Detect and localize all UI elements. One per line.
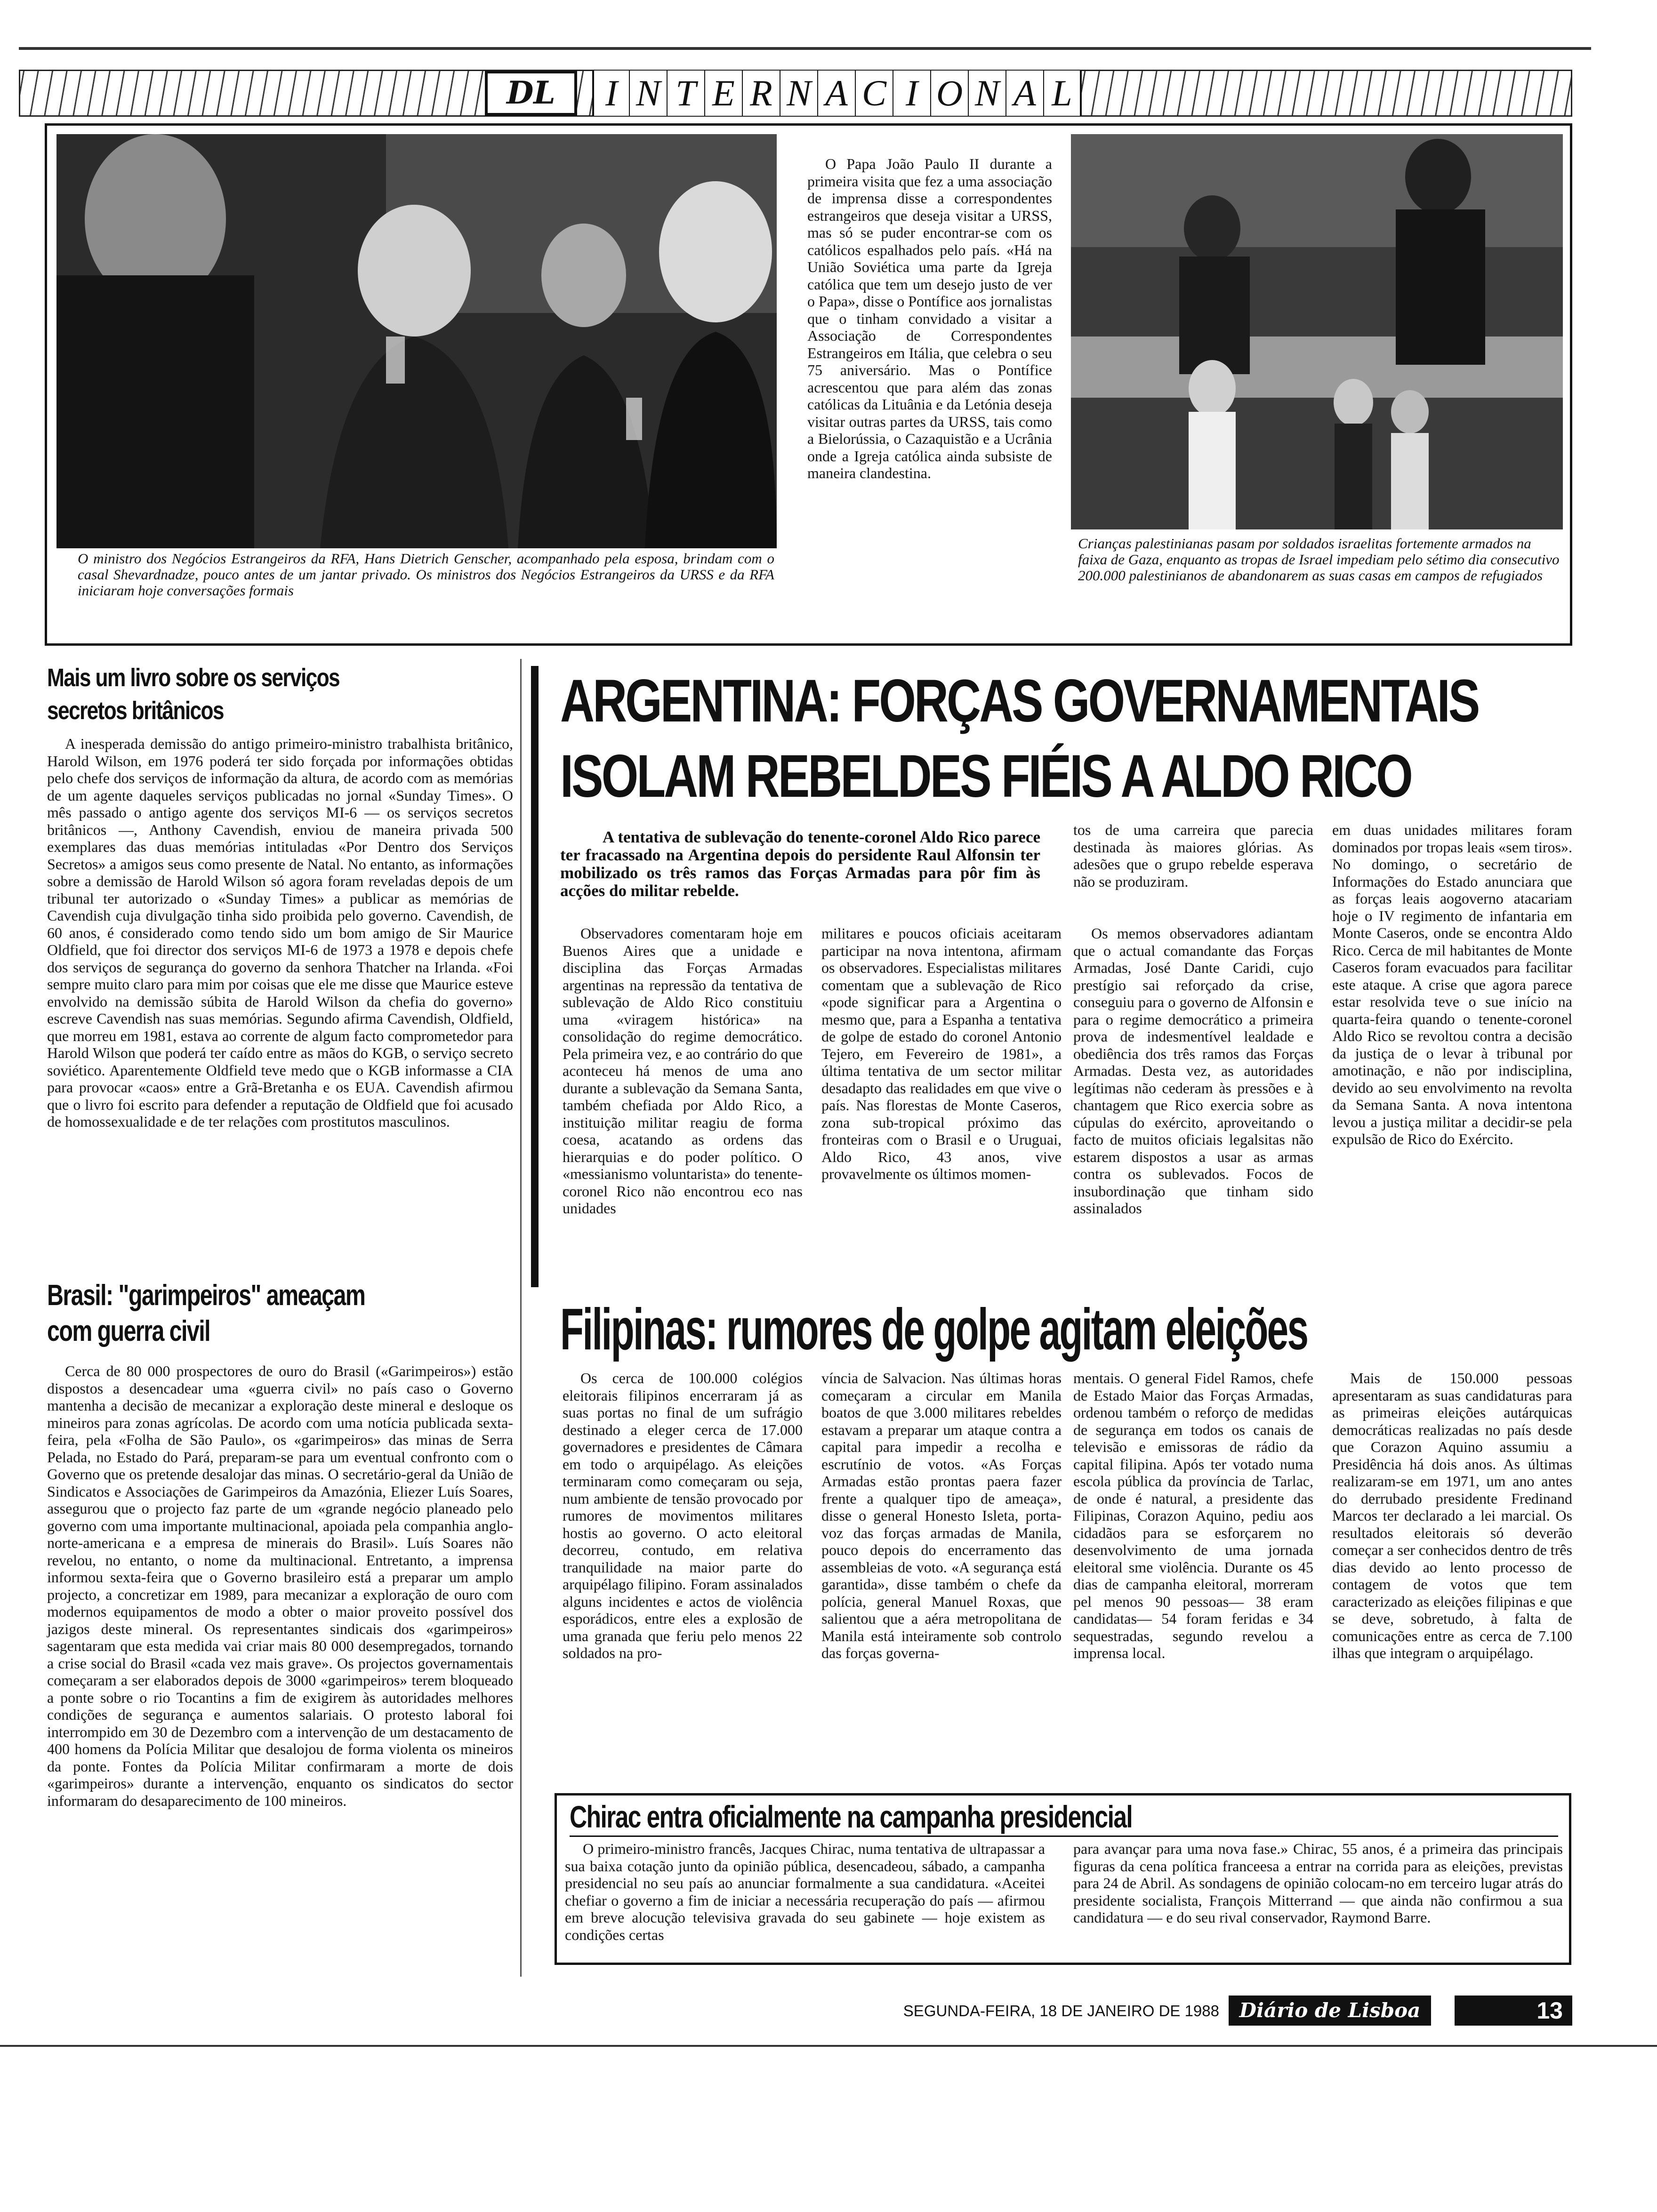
chirac-headline-text: Chirac entra oficialmente na campanha presidencial — [570, 1799, 1133, 1834]
argentina-lead: A tentativa de sublevação do tenente-coronel Aldo Rico parece ter fracassado na Argentina depois do persidente Raul Alfonsin ter mobilizado os três ramos das Forças Armadas para pôr fim às acções do militar rebelde. — [560, 828, 1040, 900]
section-letter: R — [743, 71, 780, 116]
argentina-col-4-text: em duas unidades militares foram dominados por tropas leais «sem tiros». No domingo, o secretário de Informações do Estado anunciara que as forças leais aogoverno atacariam hoje o IV regimento de infantaria em Monte Caseros, onde se encontra Aldo Rico. Cerca de mil habitantes de Monte Caseros foram evacuados para facilitar este ataque. A crise que agora parece estar resolvida teve o sue início na quarta-feira quando o tenente-coronel Aldo Rico se revoltou contra a decisão da justiça de o levar à tribunal por amotinação, e não por indisciplina, devido ao seu envolvimento na revolta da Semana Santa. A nova intentona levou a justiça militar a decidir-se pela expulsão de Rico do Exército. — [1332, 821, 1572, 1147]
chirac-headline — [570, 1799, 1558, 1836]
argentina-headline-line-2: ISOLAM REBELDES FIÉIS A ALDO RICO — [560, 743, 1411, 810]
argentina-headline — [560, 664, 1572, 819]
top-rule — [19, 47, 1591, 50]
argentina-col-top-text: tos de uma carreira que parecia destinada às maiores glórias. As adesões que o grupo rebelde esperava não se produziram. — [1073, 821, 1313, 890]
chirac-col-2 — [1073, 1840, 1563, 1963]
filipinas-col-3-text: mentais. O general Fidel Ramos, chefe de Estado Maior das Forças Armadas, ordenou também o reforço de medidas de segurança em todos os canais de televisão e emissoras de rádio da capital filipina. Após ter votado numa escola pública da província de Tarlac, de onde é natural, a presidente das Filipinas, Corazon Aquino, pediu aos cidadãos para se esforçarem no desenvolvimento de uma jornada eleitoral sme violência. Durante os 45 dias de campanha eleitoral, morreram pel menos 90 pessoas— 38 eram candidatas— 54 foram feridas e 34 sequestradas, segundo revelou a imprensa local. — [1073, 1370, 1313, 1661]
logo-box — [485, 71, 577, 116]
photo-illustration — [56, 134, 777, 548]
section-letter: O — [931, 71, 969, 116]
section-letter: I — [893, 71, 931, 116]
brasil-headline-line-1: Brasil: "garimpeiros" ameaçam — [47, 1279, 365, 1312]
livro-body: A inesperada demissão do antigo primeiro-ministro trabalhista britânico, Harold Wilson, em 1976 poderá ter sido forçada por informações obtidas pelo chefe dos serviços de informação da altura, de acordo com as memórias de um agente daqueles serviços publicadas no jornal «Sunday Times». O mês passado o antigo agente dos serviços MI-6 — os serviços secretos britânicos —, Anthony Cavendish, enviou de maneira privada 500 exemplares das duas memórias intituladas «Por Dentro dos Serviços Secretos» a amigos seus como presente de Natal. No entanto, as informações sobre a demissão de Harold Wilson só agora foram reveladas depois de um tribunal ter autorizado o «Sunday Times» a publicar as memórias de Cavendish cuja divulgação tinha sido proibida pelo governo. Cavendish, de 60 anos, é considerado como tendo sido um bom amigo de Sir Maurice Oldfield, que foi director dos serviços MI-6 de 1973 a 1978 e depois chefe dos serviços de segurança do governo da senhora Thatcher na Irlanda. «Foi sempre muito claro para mim por coisas que ele me disse que Maurice esteve envolvido na demissão súbita de Harold Wilson da chefia do governo» escreve Cavendish nas suas memórias. Segundo afirma Cavendish, Oldfield, que morreu em 1981, estava ao corrente de algum facto comprometedor para Harold Wilson que poderá ter caído entre as mãos do KGB, o serviço secreto soviético. Aparentemente Oldfield teve medo que o KGB informasse a CIA para provocar «caos» entre a Grã-Bretanha e os EUA. Cavendish afirmou que o livro foi escrito para defender a reputação de Oldfield que foi acusado de homossexualidade e de ter relações com prostitutos masculinos. — [47, 735, 513, 1130]
filipinas-col-1-text: Os cerca de 100.000 colégios eleitorais filipinos encerraram já as suas portas no final de um sufrágio destinado a eleger cerca de 17.000 governadores e presidentes de Câmara em todo o arquipélago. As eleições terminaram como começaram ou seja, num ambiente de tensão provocado por rumores de movimentos militares hostis ao governo. O acto eleitoral decorreu, contudo, em relativa tranquilidade na maior parte do arquipélago filipino. Foram assinalados alguns incidentes e actos de violência esporádicos, entre eles a explosão de uma granada que feriu pelo menos 22 soldados na pro- — [563, 1370, 803, 1661]
filipinas-col-4-text: Mais de 150.000 pessoas apresentaram as suas candidaturas para as primeiras eleições autárquicas democráticas realizadas no país desde que Corazon Aquino assumiu a Presidência há dois anos. As últimas realizaram-se em 1971, um ano antes do derrubado presidente Fredinand Marcos ter declarado a lei marcial. Os resultados eleitorais só deverão começar a ser conhecidos dentro de três dias devido ao lento processo de contagem de votos que tem caracterizado as eleições filipinas e que se deve, sobretudo, à falta de comunicações entre as cerca de 7.100 ilhas que integram o arquipélago. — [1332, 1370, 1572, 1661]
photo-right-caption: Crianças palestinianas pasam por soldados israelitas fortemente armados na faixa de Gaza, enquanto as tropas de Israel impediam pelo sétimo dia consecutivo 200.000 palestinianos de abandonarem as suas casas em campos de refugiados — [1078, 535, 1560, 584]
bottom-rule — [0, 2045, 1657, 2047]
argentina-col-2-text: militares e poucos oficiais aceitaram participar na nova intentona, afirmam os observadores. Especialistas militares comentam que a sublevação de Rico «pode significar para a Argentina o mesmo que, para a Espanha a tentativa de golpe de estado do coronel Antonio Tejero, em Fevereiro de 1981», a última tentativa de um sector militar desadapto das realidades em que vive o país. Nas florestas de Monte Caseros, zona sub-tropical próximo das fronteiras com o Brasil e o Uruguai, Aldo Rico, 43 anos, vive provavelmente os últimos momen- — [821, 925, 1062, 1182]
section-letter: N — [630, 71, 668, 116]
chirac-col-2-text: para avançar para uma nova fase.» Chirac, 55 anos, é a primeira das principais figuras da cena política franceesa a entrar na corrida para as eleições, previstas para 24 de Abril. As sondagens de opinião colocam-no em terceiro lugar atrás do presidente socialista, François Mitterrand — que ainda não confirmou a sua candidatura — e do seu rival conservador, Raymond Barre. — [1073, 1840, 1563, 1926]
footer-paper-box — [1229, 1996, 1431, 2026]
brasil-headline-line-2: com guerra civil — [47, 1315, 210, 1347]
footer-page-box — [1455, 1996, 1572, 2026]
photo-gaza — [1071, 134, 1563, 529]
footer-paper-name: Diário de Lisboa — [1239, 1999, 1421, 2022]
photo-genscher-shevardnadze — [56, 134, 777, 548]
livro-headline — [47, 661, 518, 732]
argentina-col-3 — [1073, 925, 1313, 1287]
photo-left-caption: O ministro dos Negócios Estrangeiros da RFA, Hans Dietrich Genscher, acompanhado pela esposa, brindam com o casal Shevardnadze, pouco antes de um jantar privado. Os ministros dos Negócios Estrangeiros da URSS e da RFA iniciaram hoje conversações formais — [78, 550, 774, 599]
argentina-headline-bar — [531, 666, 539, 1287]
section-letter: N — [780, 71, 818, 116]
livro-headline-line-2: secretos britânicos — [47, 697, 224, 725]
argentina-col-2 — [821, 925, 1062, 1287]
brasil-body: Cerca de 80 000 prospectores de ouro do Brasil («Garimpeiros») estão dispostos a desencadear uma «guerra civil» no país caso o Governo mantenha a decisão de mecanizar a exploração deste mineral e desloque os mineiros para zonas agrícolas. De acordo com uma notícia publicada sexta-feira, pela «Folha de São Paulo», os «garimpeiros» das minas de Serra Pelada, no Estado do Pará, preparam-se para um eventual confronto com o Governo que os pretende desalojar das minas. O secretário-geral da União de Sindicatos e Associações de Garimpeiros da Amazónia, Eliezer Luís Soares, assegurou que o projecto faz parte de um «grande negócio planeado pelo governo com uma importante multinacional, apoiada pela companhia anglo-norte-americana e a empresa de minerais do Brasil». Luís Soares não revelou, no entanto, o nome da multinacional. Entretanto, a imprensa informou sexta-feira que o Governo brasileiro está a preparar um amplo projecto, a concretizar em 1989, para mecanizar a exploração de ouro com modernos equipamentos de modo a obter o maior proveito possível dos jazigos deste mineral. Os representantes sindicais dos «garimpeiros» sagentaram que esta medida vai criar mais 80 000 desempregados, tornando a crise social do Brasil «cada vez mais grave». Os projectos governamentais começaram a ser elaborados depois de 3000 «garimpeiros» terem bloqueado a ponte sobre o rio Tocantins a fim de exigirem às autoridades melhores condições de segurança e aumentos salariais. O protesto laboral foi interrompido em 30 de Dezembro com a intervenção de um destacamento de 400 homens da Polícia Militar que desalojou de forma violenta os mineiros da ponte. Fontes da Polícia Militar confirmaram a morte de dois «garimpeiros» durante a intervenção, enquanto os sindicatos do sector informaram do desaparecimento de 100 mineiros. — [47, 1362, 513, 1809]
argentina-col-1-text: Observadores comentaram hoje em Buenos Aires que a unidade e disciplina das Forças Armadas argentinas na repressão da tentativa de sublevação de Aldo Rico constituiu uma «viragem histórica» na consolidação do regime democrático. Pela primeira vez, e ao contrário do que aconteceu há menos de uma ano durante a sublevação da Semana Santa, também chefiada por Aldo Rico, a instituição militar reagiu de forma coesa, acatando as ordens das hierarquias e do poder político. O «messianismo voluntarista» do tenente-coronel Rico não encontrou eco nas unidades — [563, 925, 803, 1217]
section-letter: L — [1044, 71, 1082, 116]
footer-date: SEGUNDA-FEIRA, 18 DE JANEIRO DE 1988 — [903, 2002, 1219, 2020]
livro-headline-line-1: Mais um livro sobre os serviços — [47, 664, 340, 692]
section-letter: A — [1006, 71, 1044, 116]
section-letter: I — [592, 71, 630, 116]
chirac-col-1 — [565, 1840, 1045, 1963]
brasil-headline — [47, 1278, 518, 1353]
filipinas-headline-text: Filipinas: rumores de golpe agitam eleições — [560, 1297, 1308, 1362]
argentina-headline-line-1: ARGENTINA: FORÇAS GOVERNAMENTAIS — [560, 667, 1479, 735]
filipinas-col-1 — [563, 1370, 803, 1793]
argentina-col-4 — [1332, 821, 1572, 1287]
section-letter: A — [818, 71, 856, 116]
page-number: 13 — [1536, 1997, 1563, 2024]
filipinas-col-2 — [821, 1370, 1062, 1793]
section-letter: E — [705, 71, 743, 116]
filipinas-col-3 — [1073, 1370, 1313, 1793]
livro-article — [47, 735, 513, 1262]
argentina-col-3-text: Os memos observadores adiantam que o actual comandante das Forças Armadas, José Dante Caridi, cujo prestígio sai reforçado da crise, conseguiu para o governo de Alfonsin e para o regime democrático a primeira prova de indesmentível lealdade e obediência dos três ramos das Forças Armadas. Desta vez, as autoridades legítimas não cederam às pressões e à chantagem que Rico exercia sobre as cúpulas do exército, aproveitando o facto de muitos oficiais legalsitas não estarem dispostos a usar as armas contra os sublevados. Focos de insubordinação que tinham sido assinalados — [1073, 925, 1313, 1217]
filipinas-col-2-text: víncia de Salvacion. Nas últimas horas começaram a circular em Manila boatos de que 3.000 militares rebeldes estavam a preparar um ataque contra a capital para impedir a recolha e escrutínio de votos. «As Forças Armadas estão prontas paera fazer frente a qualquer tipo de ameaça», disse o general Honesto Isleta, porta-voz das forças armadas de Manila, pouco depois do encerramento das assembleias de voto. «A segurança está garantida», disse também o chefe da polícia, general Manuel Roxas, que salientou que a aéra metropolitana de Manila está inteiramente sob controlo das forças governa- — [821, 1370, 1062, 1661]
chirac-headline-rule — [570, 1835, 1558, 1837]
photo-illustration — [1071, 134, 1563, 529]
papa-text: O Papa João Paulo II durante a primeira visita que fez a uma associação de imprensa disse a correspondentes estrangeiros que deseja visitar a URSS, mas só se puder encontrar-se com os católicos espalhados pelo país. «Há na União Soviética uma parte da Igreja católica que tem um desejo justo de ver o Papa», disse o Pontífice aos jornalistas que o tinham convidado a visitar a Associação de Correspondentes Estrangeiros em Itália, que celebra o seu 75 aniversário. Mas o Pontífice acrescentou que para além das zonas católicas da Lituânia e da Letónia deseja visitar outras partes da URSS, tais como a Bielorússia, o Cazaquistão e a Ucrânia onde a Igreja católica ainda subsiste de maneira clandestina. — [807, 155, 1052, 481]
chirac-col-1-text: O primeiro-ministro francês, Jacques Chirac, numa tentativa de ultrapassar a sua baixa cotação junto da opinião pública, desencadeou, sábado, a campanha presidencial no seu país ao anunciar formalmente a sua candidatura. «Aceitei chefiar o governo a fim de iniciar a necessária recuperação do país — afirmou em breve alocução televisiva gravada do seu gabinete — hoje existem as condições certas — [565, 1840, 1045, 1943]
brasil-article — [47, 1362, 513, 1970]
argentina-col-1 — [563, 925, 803, 1287]
logo: DL — [507, 74, 555, 111]
section-letter: T — [668, 71, 705, 116]
column-divider — [520, 659, 522, 1977]
section-title — [592, 71, 1082, 116]
filipinas-col-4 — [1332, 1370, 1572, 1793]
papa-article — [807, 155, 1052, 640]
section-letter: C — [856, 71, 893, 116]
filipinas-headline — [560, 1299, 1572, 1360]
section-letter: N — [969, 71, 1006, 116]
